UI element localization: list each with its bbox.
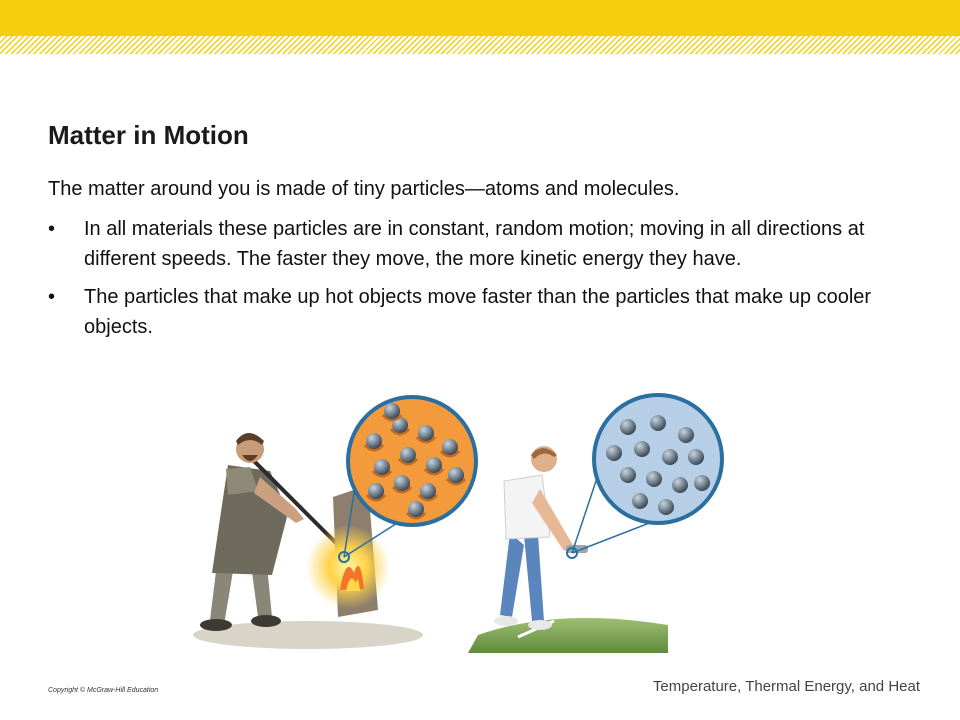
particle bbox=[420, 483, 436, 499]
cool-particles-circle bbox=[594, 395, 722, 523]
footer-section-title: Temperature, Thermal Energy, and Heat bbox=[652, 678, 920, 695]
particle bbox=[448, 467, 464, 483]
particle bbox=[662, 449, 678, 465]
bullet-item bbox=[48, 214, 908, 274]
particle bbox=[678, 427, 694, 443]
particle bbox=[374, 459, 390, 475]
particle bbox=[442, 439, 458, 455]
particle bbox=[634, 441, 650, 457]
hot-cold-particles-illustration bbox=[188, 385, 748, 657]
hot-particles-circle bbox=[348, 397, 476, 525]
bullet-marker: • bbox=[48, 286, 56, 308]
particle bbox=[400, 447, 416, 463]
particle bbox=[694, 475, 710, 491]
intro-text: The matter around you is made of tiny particles—atoms and molecules. bbox=[48, 178, 680, 200]
particle bbox=[366, 433, 382, 449]
particle bbox=[620, 467, 636, 483]
particle bbox=[632, 493, 648, 509]
slide-title: Matter in Motion bbox=[48, 120, 249, 150]
particle bbox=[426, 457, 442, 473]
bullet-marker: • bbox=[48, 218, 56, 240]
particle bbox=[606, 445, 622, 461]
bullet-item bbox=[48, 282, 908, 342]
particle bbox=[658, 499, 674, 515]
particle bbox=[368, 483, 384, 499]
particle bbox=[672, 477, 688, 493]
hatched-banner-stripe bbox=[0, 36, 960, 54]
top-banner bbox=[0, 0, 960, 36]
particle bbox=[650, 415, 666, 431]
particle bbox=[384, 403, 400, 419]
particle bbox=[418, 425, 434, 441]
copyright-text: Copyright © McGraw-Hill Education bbox=[48, 687, 159, 694]
particle bbox=[394, 475, 410, 491]
particle bbox=[688, 449, 704, 465]
bullet-text: The particles that make up hot objects move faster than the particles that make up cooler objects. bbox=[84, 286, 872, 338]
bullet-text: In all materials these particles are in constant, random motion; moving in all directions at different speeds. The faster they move, the more kinetic energy they have. bbox=[84, 218, 865, 270]
particle bbox=[646, 471, 662, 487]
particle bbox=[620, 419, 636, 435]
particle bbox=[408, 501, 424, 517]
bullet-list bbox=[48, 214, 908, 350]
